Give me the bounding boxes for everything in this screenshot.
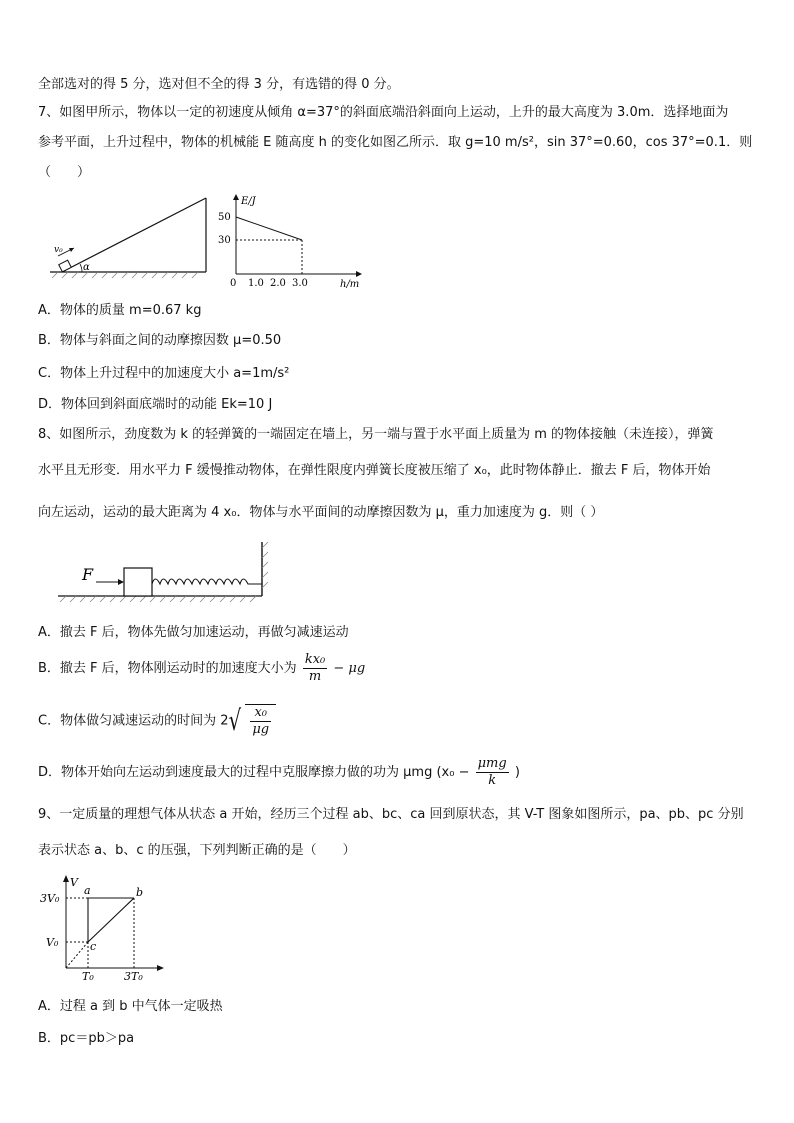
q8-option-c-prefix: C．物体做匀减速运动的时间为 2 bbox=[38, 713, 229, 729]
q7-option-c: C．物体上升过程中的加速度大小 a=1m/s² bbox=[38, 366, 290, 381]
q8-line2: 水平且无形变．用水平力 F 缓慢推动物体，在弹性限度内弹簧长度被压缩了 x₀，此时物体静止．撤去 F 后，物体开始 bbox=[38, 463, 711, 478]
q9-point-b: b bbox=[136, 886, 144, 899]
q7-option-a: A．物体的质量 m=0.67 kg bbox=[38, 303, 202, 318]
q8-option-d-fraction bbox=[476, 756, 509, 789]
q8-option-c-numerator: x₀ bbox=[250, 705, 271, 722]
q8-line3: 向左运动，运动的最大距离为 4 x₀．物体与水平面间的动摩擦因数为 μ，重力加速度为 g．则（ ） bbox=[38, 505, 604, 520]
q8-force-label: F bbox=[82, 565, 94, 584]
q7-v0-label: v₀ bbox=[54, 245, 63, 255]
q9-xtick-t0: T₀ bbox=[82, 970, 94, 983]
q8-option-d-suffix: ) bbox=[514, 765, 520, 780]
q9-line1: 9、一定质量的理想气体从状态 a 开始，经历三个过程 ab、bc、ca 回到原状态，其 V-T 图象如图所示，pa、pb、pc 分别 bbox=[38, 807, 744, 822]
q8-option-a: A．撤去 F 后，物体先做匀加速运动，再做匀减速运动 bbox=[38, 625, 349, 640]
q7-xtick-1: 1.0 bbox=[248, 278, 264, 289]
q8-option-c bbox=[38, 704, 276, 738]
q8-option-b-prefix: B．撤去 F 后，物体刚运动时的加速度大小为 bbox=[38, 661, 297, 676]
q9-option-b: B．pc＝pb＞pa bbox=[38, 1031, 135, 1046]
q8-option-d-denominator: k bbox=[488, 773, 497, 788]
q7-blank: （ ） bbox=[38, 165, 91, 180]
q8-option-b bbox=[38, 652, 365, 685]
q7-ytick-30: 30 bbox=[218, 235, 231, 246]
q8-option-c-denominator: μg bbox=[252, 722, 270, 737]
q7-xtick-0: 0 bbox=[230, 278, 237, 289]
q7-energy-graph bbox=[214, 190, 364, 290]
q7-xtick-3: 3.0 bbox=[292, 278, 308, 289]
q8-option-b-numerator: kx₀ bbox=[304, 652, 326, 667]
q9-option-a: A．过程 a 到 b 中气体一定吸热 bbox=[38, 999, 223, 1014]
q7-option-d: D．物体回到斜面底端时的动能 Ek=10 J bbox=[38, 397, 273, 412]
q8-option-b-denominator: m bbox=[308, 669, 322, 684]
q7-incline-figure bbox=[48, 192, 210, 280]
q8-option-d-numerator: μmg bbox=[477, 756, 507, 771]
q9-point-c: c bbox=[90, 940, 97, 953]
sqrt-icon: √ bbox=[229, 704, 242, 737]
q9-line2: 表示状态 a、b、c 的压强，下列判断正确的是（ ） bbox=[38, 843, 356, 858]
q7-ytick-50: 50 bbox=[218, 212, 231, 223]
q9-y-axis-label: V bbox=[70, 876, 78, 889]
q7-x-axis-label: h/m bbox=[340, 279, 360, 290]
q9-ytick-3v0: 3V₀ bbox=[40, 892, 60, 905]
q8-option-b-fraction bbox=[303, 652, 327, 685]
q7-y-axis-label: E/J bbox=[241, 196, 256, 207]
q9-point-a: a bbox=[84, 884, 91, 897]
q7-xtick-2: 2.0 bbox=[270, 278, 286, 289]
q8-option-d-prefix: D．物体开始向左运动到速度最大的过程中克服摩擦力做的功为 μmg (x₀ − bbox=[38, 765, 470, 780]
q8-option-d bbox=[38, 756, 520, 789]
q8-line1: 8、如图所示，劲度数为 k 的轻弹簧的一端固定在墙上，另一端与置于水平面上质量为 m 的物体接触（未连接），弹簧 bbox=[38, 427, 714, 442]
q7-line1: 7、如图甲所示，物体以一定的初速度从倾角 α=37°的斜面底端沿斜面向上运动，上升的最大高度为 3.0m．选择地面为 bbox=[38, 105, 729, 120]
q8-option-c-fraction bbox=[250, 705, 271, 738]
q8-option-b-suffix: − μg bbox=[333, 661, 366, 676]
q7-alpha-label: α bbox=[83, 262, 90, 273]
q8-spring-figure bbox=[56, 538, 270, 604]
q9-xtick-3t0: 3T₀ bbox=[124, 970, 143, 983]
q9-ytick-v0: V₀ bbox=[46, 936, 59, 949]
q9-vt-graph bbox=[38, 872, 168, 984]
q7-line2: 参考平面，上升过程中，物体的机械能 E 随高度 h 的变化如图乙所示．取 g=10 m/s²，sin 37°=0.60，cos 37°=0.1．则 bbox=[38, 135, 753, 150]
q7-option-b: B．物体与斜面之间的动摩擦因数 μ=0.50 bbox=[38, 333, 282, 348]
intro-line: 全部选对的得 5 分，选对但不全的得 3 分，有选错的得 0 分。 bbox=[38, 77, 400, 92]
